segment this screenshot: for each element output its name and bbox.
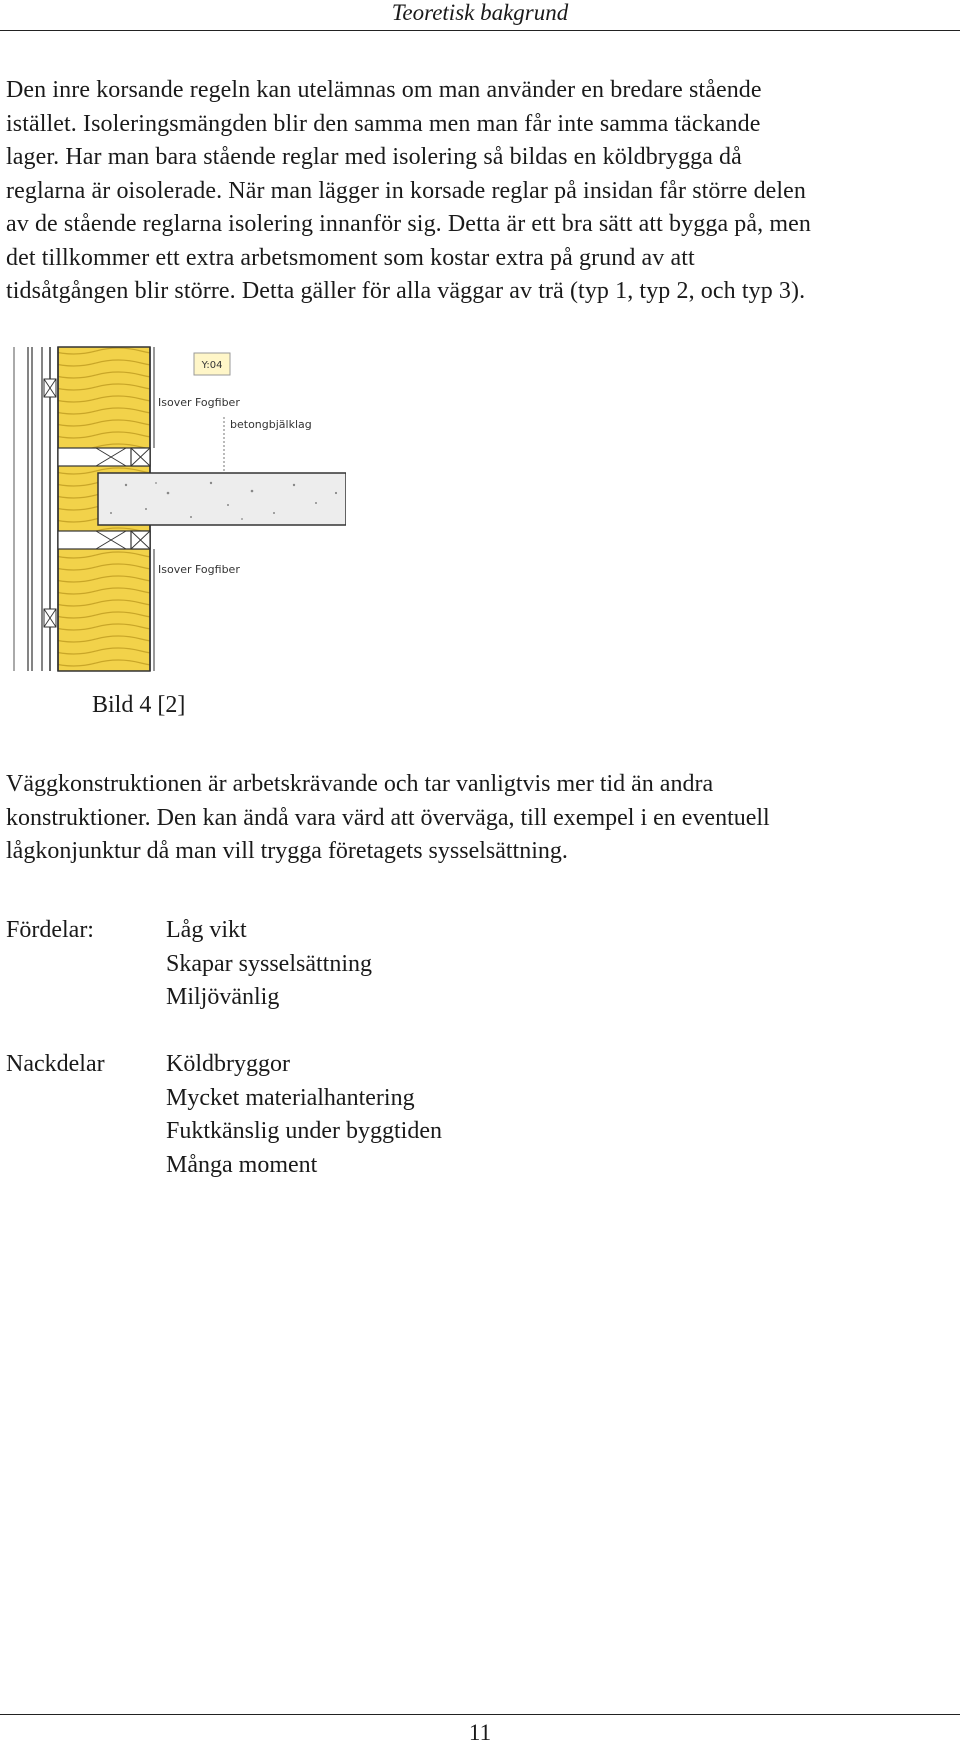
label-slab: betongbjälklag — [230, 418, 312, 431]
wall-section-drawing — [6, 333, 346, 675]
figure-tag: Y:04 — [201, 360, 223, 371]
paragraph-line: lågkonjunktur då man vill trygga företagets sysselsättning. — [6, 838, 568, 864]
pros-item: Skapar sysselsättning — [166, 950, 372, 977]
paragraph-line: reglarna är oisolerade. När man lägger in korsade reglar på insidan får större delen — [6, 177, 807, 204]
cons-item: Köldbryggor — [166, 1051, 290, 1077]
label-insulation-bottom: Isover Fogfiber — [158, 563, 240, 576]
paragraph-line: konstruktioner. Den kan ändå vara värd att överväga, till exempel i en eventuell — [6, 804, 770, 831]
cons-item: Fuktkänslig under byggtiden — [166, 1118, 442, 1144]
cons-list — [166, 1048, 442, 1182]
paragraph-line: Väggkonstruktionen är arbetskrävande och tar vanligtvis mer tid än andra — [6, 771, 714, 797]
intro-paragraph — [6, 74, 956, 309]
running-header — [0, 0, 960, 31]
body-paragraph — [6, 768, 956, 869]
pros-label: Fördelar: — [6, 917, 94, 943]
cons-label: Nackdelar — [6, 1051, 105, 1077]
footer-rule — [0, 1714, 960, 1715]
paragraph-line: lager. Har man bara stående reglar med isolering så bildas en köldbrygga då — [6, 144, 742, 170]
wall-section-figure — [6, 333, 346, 675]
paragraph-line: det tillkommer ett extra arbetsmoment som kostar extra på grund av att — [6, 244, 695, 271]
paragraph-line: av de stående reglarna isolering innanför sig. Detta är ett bra sätt att bygga på, men — [6, 211, 811, 237]
pros-list — [166, 914, 372, 1015]
cons-item: Mycket materialhantering — [166, 1084, 415, 1111]
paragraph-line: istället. Isoleringsmängden blir den samma men man får inte samma täckande — [6, 110, 761, 137]
label-insulation-top: Isover Fogfiber — [158, 396, 240, 409]
page-number: 11 — [468, 1720, 492, 1745]
concrete-slab — [98, 473, 346, 525]
paragraph-line: tidsåtgången blir större. Detta gäller för alla väggar av trä (typ 1, typ 2, och typ 3). — [6, 278, 806, 304]
paragraph-line: Den inre korsande regeln kan utelämnas om man använder en bredare stående — [6, 77, 762, 103]
figure-caption: Bild 4 [2] — [92, 692, 186, 718]
pros-item: Miljövänlig — [166, 984, 280, 1010]
cons-item: Många moment — [166, 1151, 318, 1178]
pros-item: Låg vikt — [166, 917, 247, 943]
running-header-title: Teoretisk bakgrund — [391, 0, 569, 25]
